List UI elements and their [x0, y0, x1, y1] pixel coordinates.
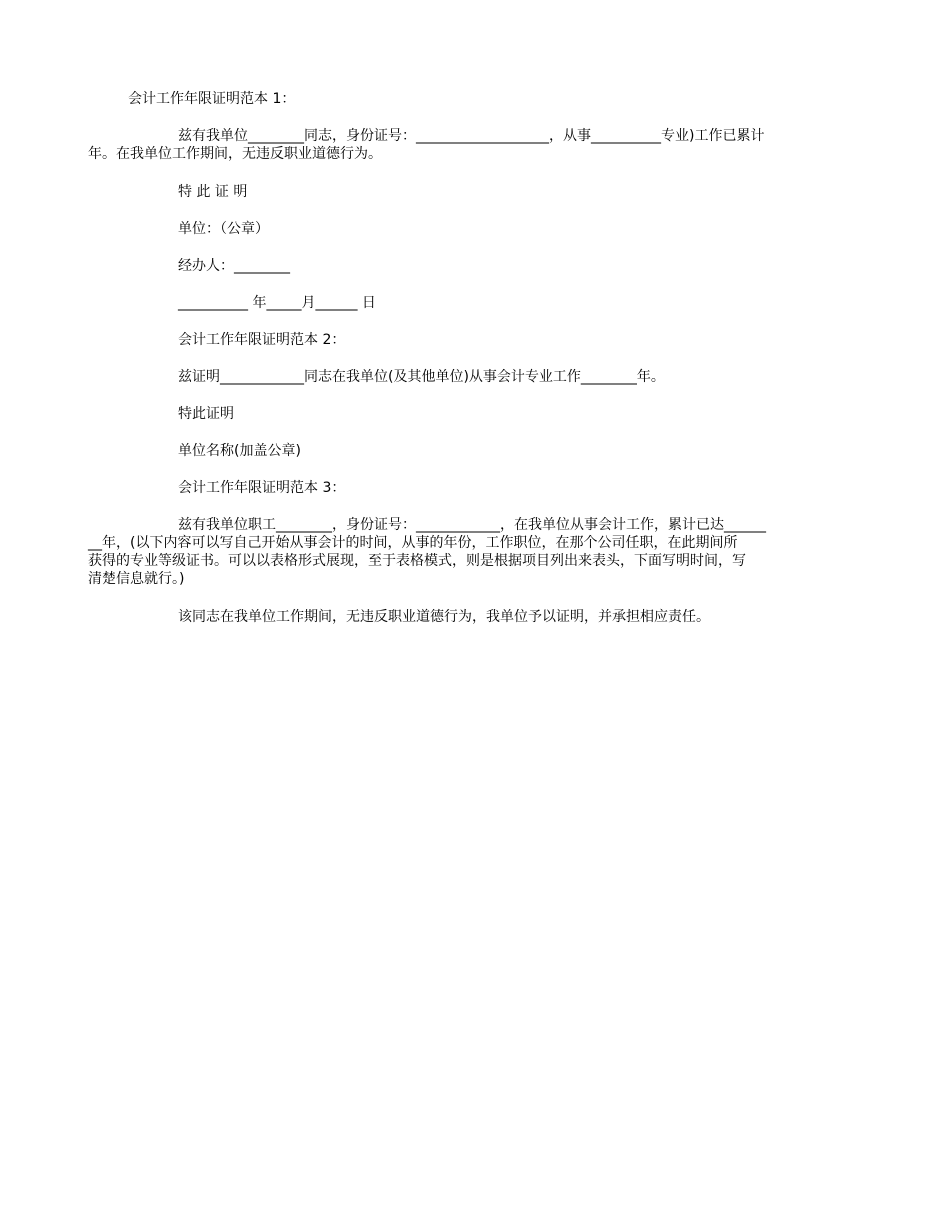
sample2-certify: 特此证明: [178, 406, 234, 422]
sample1-handler: 经办人：________: [178, 258, 290, 274]
sample3-body-line4: 清楚信息就行。): [88, 571, 185, 587]
sample1-body-line2: 年。在我单位工作期间，无违反职业道德行为。: [88, 146, 382, 162]
sample3-body-line1: 兹有我单位职工________，身份证号：____________，在我单位从事会计工作，累计已达______: [178, 517, 766, 533]
sample3-body-line3: 获得的专业等级证书。可以以表格形式展现，至于表格模式，则是根据项目列出来表头，下面写明时间，写: [88, 553, 746, 569]
sample1-certify: 特 此 证 明: [178, 184, 248, 200]
sample1-body-line1: 兹有我单位________同志，身份证号：___________________，从事__________专业)工作已累计: [178, 128, 765, 144]
sample2-heading: 会计工作年限证明范本 2：: [178, 332, 346, 348]
sample3-closing: 该同志在我单位工作期间，无违反职业道德行为，我单位予以证明，并承担相应责任。: [178, 609, 710, 625]
sample1-heading: 会计工作年限证明范本 1：: [128, 91, 296, 107]
sample2-unit: 单位名称(加盖公章): [178, 443, 301, 459]
sample3-heading: 会计工作年限证明范本 3：: [178, 480, 346, 496]
sample2-body: 兹证明____________同志在我单位(及其他单位)从事会计专业工作________年。: [178, 369, 665, 385]
sample3-body-line2: __年，(以下内容可以写自己开始从事会计的时间，从事的年份，工作职位，在那个公司任职，在此期间所: [88, 535, 738, 551]
sample1-date: __________ 年_____月______ 日: [178, 295, 376, 311]
sample1-unit: 单位：（公章）: [178, 221, 269, 237]
